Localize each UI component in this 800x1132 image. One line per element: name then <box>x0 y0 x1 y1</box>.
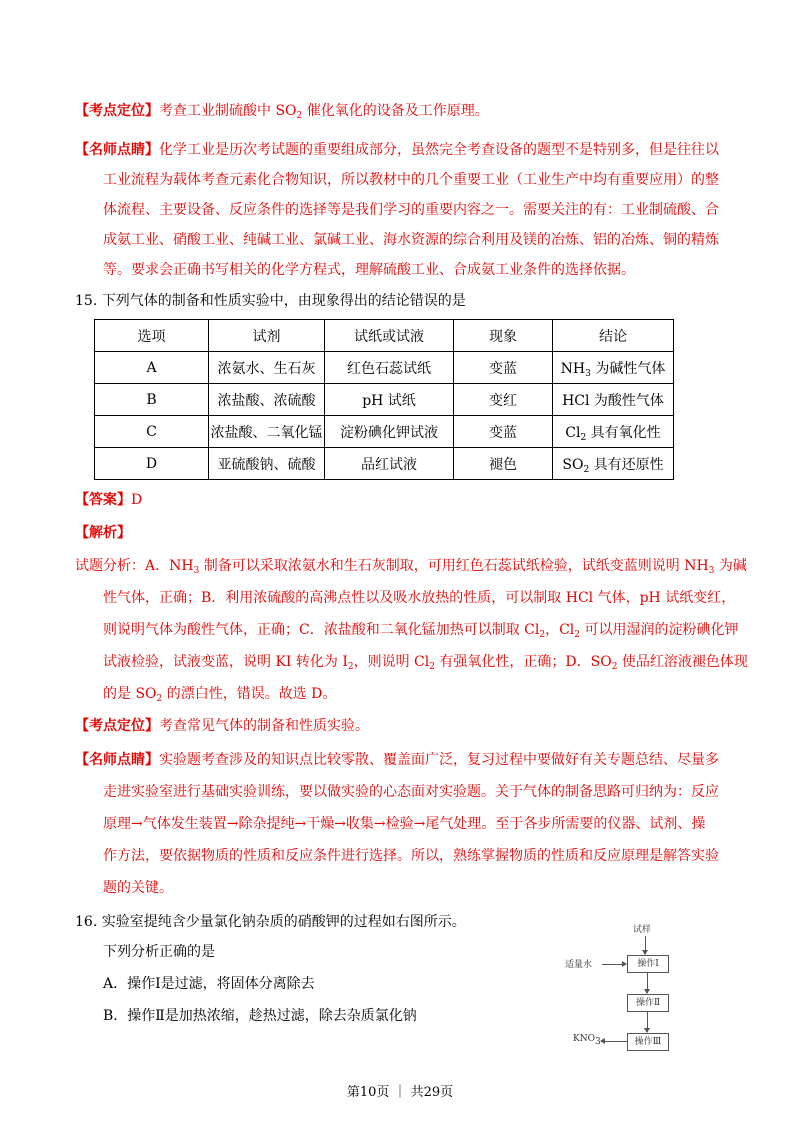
diagram-water-label: 适量水 <box>565 960 593 970</box>
header-phenomenon: 现象 <box>454 320 553 352</box>
kaodian-line-q15: 【考点定位】考查常见气体的制备和性质实验。 <box>75 718 369 734</box>
mingshi-line-5-q14: 等。要求会正确书写相关的化学方程式，理解硫酸工业、合成氨工业条件的选择依据。 <box>103 262 635 278</box>
kaodian-line-q14: 【考点定位】考查工业制硫酸中 $SO_2$ 催化氧化的设备及工作原理。 <box>75 103 489 121</box>
analysis-line-2: 性气体，正确；B．利用浓硫酸的高沸点性以及吸水放热的性质，可以制取 HCl 气体，pH 试纸变红， <box>103 590 736 606</box>
mingshi-line-4-q15: 作方法，要依据物质的性质和反应条件进行选择。所以，熟练掌握物质的性质和反应原理是解答实验 <box>103 848 719 864</box>
mingshi-line-3-q14: 体流程、主要设备、反应条件的选择等是我们学习的重要内容之一。需要关注的有：工业制硫酸、合 <box>103 202 719 218</box>
diagram-product-label: $KNO_3$ <box>573 1034 601 1047</box>
analysis-line-5: 的是 $SO_2$ 的漂白性，错误。故选 D。 <box>103 686 337 704</box>
analysis-line-3: 则说明气体为酸性气体，正确；C．浓盐酸和二氧化锰加热可以制取 $Cl_2$，$Cl_2$ 可以用湿润的淀粉碘化钾 <box>103 622 739 640</box>
answer-line <box>75 490 142 510</box>
header-reagent: 试剂 <box>209 320 325 352</box>
answer-label: 【答案】 <box>75 492 131 508</box>
analysis-line-1: 试题分析：A．$NH_3$ 制备可以采取浓氨水和生石灰制取，可用红色石蕊试纸检验，试纸变蓝则说明 $NH_3$ 为碱 <box>75 558 747 576</box>
jiexi-label: 【解析】 <box>75 525 131 541</box>
mingshi-label: 【名师点睛】 <box>75 752 159 768</box>
q16-option-b: B．操作Ⅱ是加热浓缩，趁热过滤，除去杂质氯化钠 <box>103 1008 417 1024</box>
answer-value: D <box>131 492 143 508</box>
mingshi-line-2-q15: 走进实验室进行基础实验训练，要以做实验的心态面对实验题。关于气体的制备思路可归纳为：反应 <box>103 784 719 800</box>
header-paper: 试纸或试液 <box>325 320 454 352</box>
table-row: A 浓氨水、生石灰 红色石蕊试纸 变蓝 $NH_3$ 为碱性气体 <box>95 352 674 384</box>
kaodian-label: 【考点定位】 <box>75 718 159 734</box>
mingshi-line-2-q14: 工业流程为载体考查元素化合物知识，所以教材中的几个重要工业（工业生产中均有重要应用）的整 <box>103 172 719 188</box>
table-row: D 亚硫酸钠、硫酸 品红试液 褪色 $SO_2$ 具有还原性 <box>95 448 674 480</box>
arrow-line <box>604 1041 627 1042</box>
mingshi-line-4-q14: 成氨工业、硝酸工业、纯碱工业、氯碱工业、海水资源的综合利用及镁的冶炼、铝的冶炼、铜的精炼 <box>103 232 719 248</box>
mingshi-label: 【名师点睛】 <box>75 142 159 158</box>
mingshi-line-5-q15: 题的关键。 <box>103 880 173 896</box>
table-header-row <box>95 320 674 352</box>
table-row: C 浓盐酸、二氧化锰 淀粉碘化钾试液 变蓝 $Cl_2$ 具有氧化性 <box>95 416 674 448</box>
mingshi-line-3-q15: 原理→气体发生装置→除杂提纯→干燥→收集→检验→尾气处理。至于各步所需要的仪器、试剂、操 <box>103 816 706 832</box>
diagram-op1-box: 操作Ⅰ <box>627 955 669 973</box>
page-footer: 第10页 ｜ 共29页 <box>346 1085 454 1100</box>
analysis-line-4: 试液检验，试液变蓝，说明 KI 转化为 $I_2$，则说明 $Cl_2$ 有强氧化性，正确；D．$SO_2$ 使品红溶液褪色体现 <box>103 654 748 672</box>
q16-sub: 下列分析正确的是 <box>103 944 215 960</box>
kaodian-label: 【考点定位】 <box>75 103 159 119</box>
diagram-op2-box: 操作Ⅱ <box>627 994 669 1012</box>
mingshi-line-1-q15: 【名师点睛】实验题考查涉及的知识点比较零散、覆盖面广泛，复习过程中要做好有关专题总结、尽量多 <box>75 752 719 768</box>
q15-table <box>94 319 674 480</box>
jiexi-line <box>75 523 131 543</box>
header-conclusion: 结论 <box>553 320 674 352</box>
diagram-reagent-label: 试样 <box>633 925 652 935</box>
table-row: B 浓盐酸、浓硫酸 pH 试纸 变红 HCl 为酸性气体 <box>95 384 674 416</box>
mingshi-line-1-q14: 【名师点睛】化学工业是历次考试题的重要组成部分，虽然完全考查设备的题型不是特别多，但是往往以 <box>75 142 719 158</box>
diagram-op3-box: 操作Ⅲ <box>627 1033 669 1051</box>
flow-diagram <box>560 920 700 1060</box>
q16-stem: 16. 实验室提纯含少量氯化钠杂质的硝酸钾的过程如右图所示。 <box>75 914 466 930</box>
q15-stem: 15. 下列气体的制备和性质实验中，由现象得出的结论错误的是 <box>75 293 466 309</box>
header-option: 选项 <box>95 320 209 352</box>
q16-option-a: A．操作Ⅰ是过滤，将固体分离除去 <box>103 976 315 992</box>
arrow-line <box>602 964 624 965</box>
